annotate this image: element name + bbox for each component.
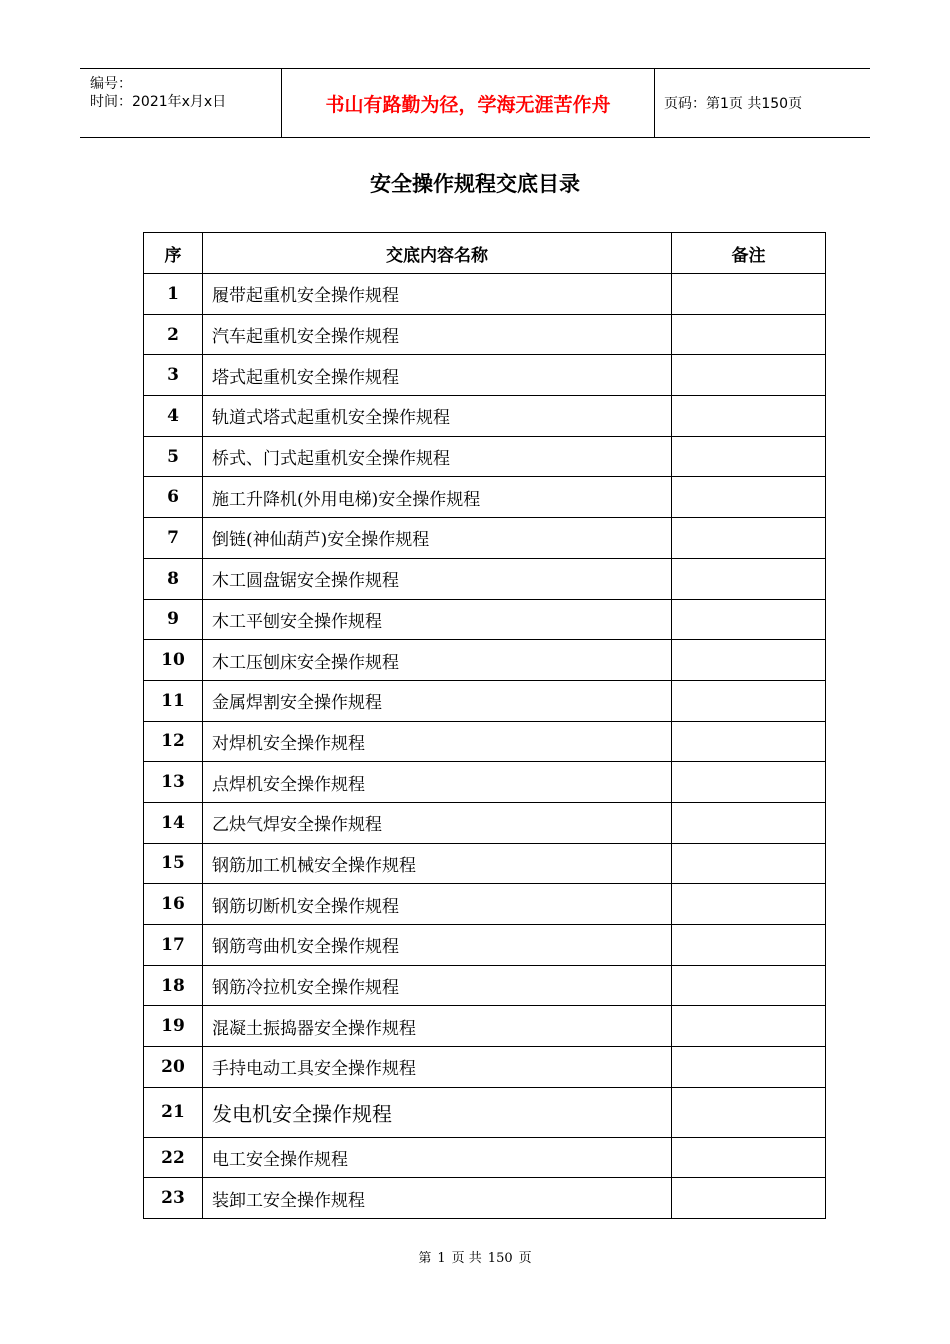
row-note bbox=[672, 599, 826, 640]
row-note bbox=[672, 314, 826, 355]
table-row bbox=[144, 884, 826, 925]
row-number: 15 bbox=[144, 843, 203, 884]
row-title: 点焊机安全操作规程 bbox=[203, 762, 672, 803]
table-row bbox=[144, 436, 826, 477]
table-row bbox=[144, 640, 826, 681]
row-note bbox=[672, 721, 826, 762]
number-label: 编号： bbox=[90, 76, 132, 92]
row-note bbox=[672, 843, 826, 884]
table-row bbox=[144, 599, 826, 640]
row-note bbox=[672, 965, 826, 1006]
table-row bbox=[144, 925, 826, 966]
table-row bbox=[144, 680, 826, 721]
header-motto: 书山有路勤为径，学海无涯苦作舟 bbox=[282, 69, 655, 137]
table-row bbox=[144, 477, 826, 518]
row-title: 汽车起重机安全操作规程 bbox=[203, 314, 672, 355]
row-number: 9 bbox=[144, 599, 203, 640]
row-note bbox=[672, 518, 826, 559]
date-label: 时间：2021年x月x日 bbox=[90, 94, 227, 110]
table-row bbox=[144, 802, 826, 843]
row-number: 20 bbox=[144, 1047, 203, 1088]
footer-page-mid: 页 共 bbox=[451, 1251, 482, 1266]
row-note bbox=[672, 1178, 826, 1219]
table-row bbox=[144, 396, 826, 437]
row-note bbox=[672, 1006, 826, 1047]
table-row bbox=[144, 762, 826, 803]
row-number: 11 bbox=[144, 680, 203, 721]
toc-header-row bbox=[144, 233, 826, 274]
table-row bbox=[144, 314, 826, 355]
row-title: 桥式、门式起重机安全操作规程 bbox=[203, 436, 672, 477]
row-note bbox=[672, 884, 826, 925]
row-number: 16 bbox=[144, 884, 203, 925]
row-number: 23 bbox=[144, 1178, 203, 1219]
row-title: 木工平刨安全操作规程 bbox=[203, 599, 672, 640]
row-title: 混凝土振捣器安全操作规程 bbox=[203, 1006, 672, 1047]
row-note bbox=[672, 477, 826, 518]
table-row bbox=[144, 843, 826, 884]
row-number: 8 bbox=[144, 558, 203, 599]
row-title: 轨道式塔式起重机安全操作规程 bbox=[203, 396, 672, 437]
row-number: 3 bbox=[144, 355, 203, 396]
row-title: 木工压刨床安全操作规程 bbox=[203, 640, 672, 681]
table-row bbox=[144, 1006, 826, 1047]
header-meta bbox=[80, 69, 282, 137]
row-note bbox=[672, 802, 826, 843]
row-title: 木工圆盘锯安全操作规程 bbox=[203, 558, 672, 599]
row-note bbox=[672, 1087, 826, 1137]
table-row bbox=[144, 1047, 826, 1088]
row-number: 18 bbox=[144, 965, 203, 1006]
page-footer bbox=[0, 1247, 950, 1266]
row-number: 4 bbox=[144, 396, 203, 437]
row-note bbox=[672, 396, 826, 437]
row-number: 13 bbox=[144, 762, 203, 803]
row-number: 2 bbox=[144, 314, 203, 355]
header-page-info: 页码：第1页 共150页 bbox=[664, 96, 803, 112]
row-title: 倒链(神仙葫芦)安全操作规程 bbox=[203, 518, 672, 559]
row-title: 钢筋弯曲机安全操作规程 bbox=[203, 925, 672, 966]
row-title: 塔式起重机安全操作规程 bbox=[203, 355, 672, 396]
row-title: 履带起重机安全操作规程 bbox=[203, 274, 672, 315]
row-title: 施工升降机(外用电梯)安全操作规程 bbox=[203, 477, 672, 518]
row-note bbox=[672, 1047, 826, 1088]
row-number: 17 bbox=[144, 925, 203, 966]
table-row bbox=[144, 355, 826, 396]
toc-body bbox=[144, 274, 826, 1219]
table-row bbox=[144, 965, 826, 1006]
row-number: 6 bbox=[144, 477, 203, 518]
row-note bbox=[672, 925, 826, 966]
row-number: 12 bbox=[144, 721, 203, 762]
row-title: 钢筋加工机械安全操作规程 bbox=[203, 843, 672, 884]
row-number: 14 bbox=[144, 802, 203, 843]
page-header bbox=[80, 68, 870, 138]
footer-page-suffix: 页 bbox=[518, 1251, 532, 1266]
row-title: 乙炔气焊安全操作规程 bbox=[203, 802, 672, 843]
document-title: 安全操作规程交底目录 bbox=[370, 172, 580, 196]
row-number: 21 bbox=[144, 1087, 203, 1137]
row-title: 电工安全操作规程 bbox=[203, 1137, 672, 1178]
footer-page-total: 150 bbox=[487, 1251, 513, 1266]
table-row bbox=[144, 1137, 826, 1178]
row-note bbox=[672, 680, 826, 721]
table-row bbox=[144, 1087, 826, 1137]
column-header-number: 序 bbox=[144, 233, 203, 274]
row-title: 对焊机安全操作规程 bbox=[203, 721, 672, 762]
table-row bbox=[144, 558, 826, 599]
toc-table bbox=[143, 232, 826, 1219]
row-title: 钢筋冷拉机安全操作规程 bbox=[203, 965, 672, 1006]
footer-page-prefix: 第 bbox=[418, 1251, 432, 1266]
row-note bbox=[672, 1137, 826, 1178]
row-note bbox=[672, 762, 826, 803]
row-number: 7 bbox=[144, 518, 203, 559]
row-note bbox=[672, 274, 826, 315]
row-title: 手持电动工具安全操作规程 bbox=[203, 1047, 672, 1088]
row-title: 金属焊割安全操作规程 bbox=[203, 680, 672, 721]
table-row bbox=[144, 1178, 826, 1219]
row-number: 22 bbox=[144, 1137, 203, 1178]
row-title: 钢筋切断机安全操作规程 bbox=[203, 884, 672, 925]
column-header-name: 交底内容名称 bbox=[203, 233, 672, 274]
table-row bbox=[144, 518, 826, 559]
row-number: 10 bbox=[144, 640, 203, 681]
row-note bbox=[672, 640, 826, 681]
table-row bbox=[144, 274, 826, 315]
column-header-note: 备注 bbox=[672, 233, 826, 274]
row-title: 发电机安全操作规程 bbox=[203, 1087, 672, 1137]
footer-page-number: 1 bbox=[437, 1251, 446, 1266]
row-number: 5 bbox=[144, 436, 203, 477]
table-row bbox=[144, 721, 826, 762]
row-note bbox=[672, 355, 826, 396]
row-note bbox=[672, 436, 826, 477]
row-note bbox=[672, 558, 826, 599]
row-number: 19 bbox=[144, 1006, 203, 1047]
row-title: 装卸工安全操作规程 bbox=[203, 1178, 672, 1219]
row-number: 1 bbox=[144, 274, 203, 315]
